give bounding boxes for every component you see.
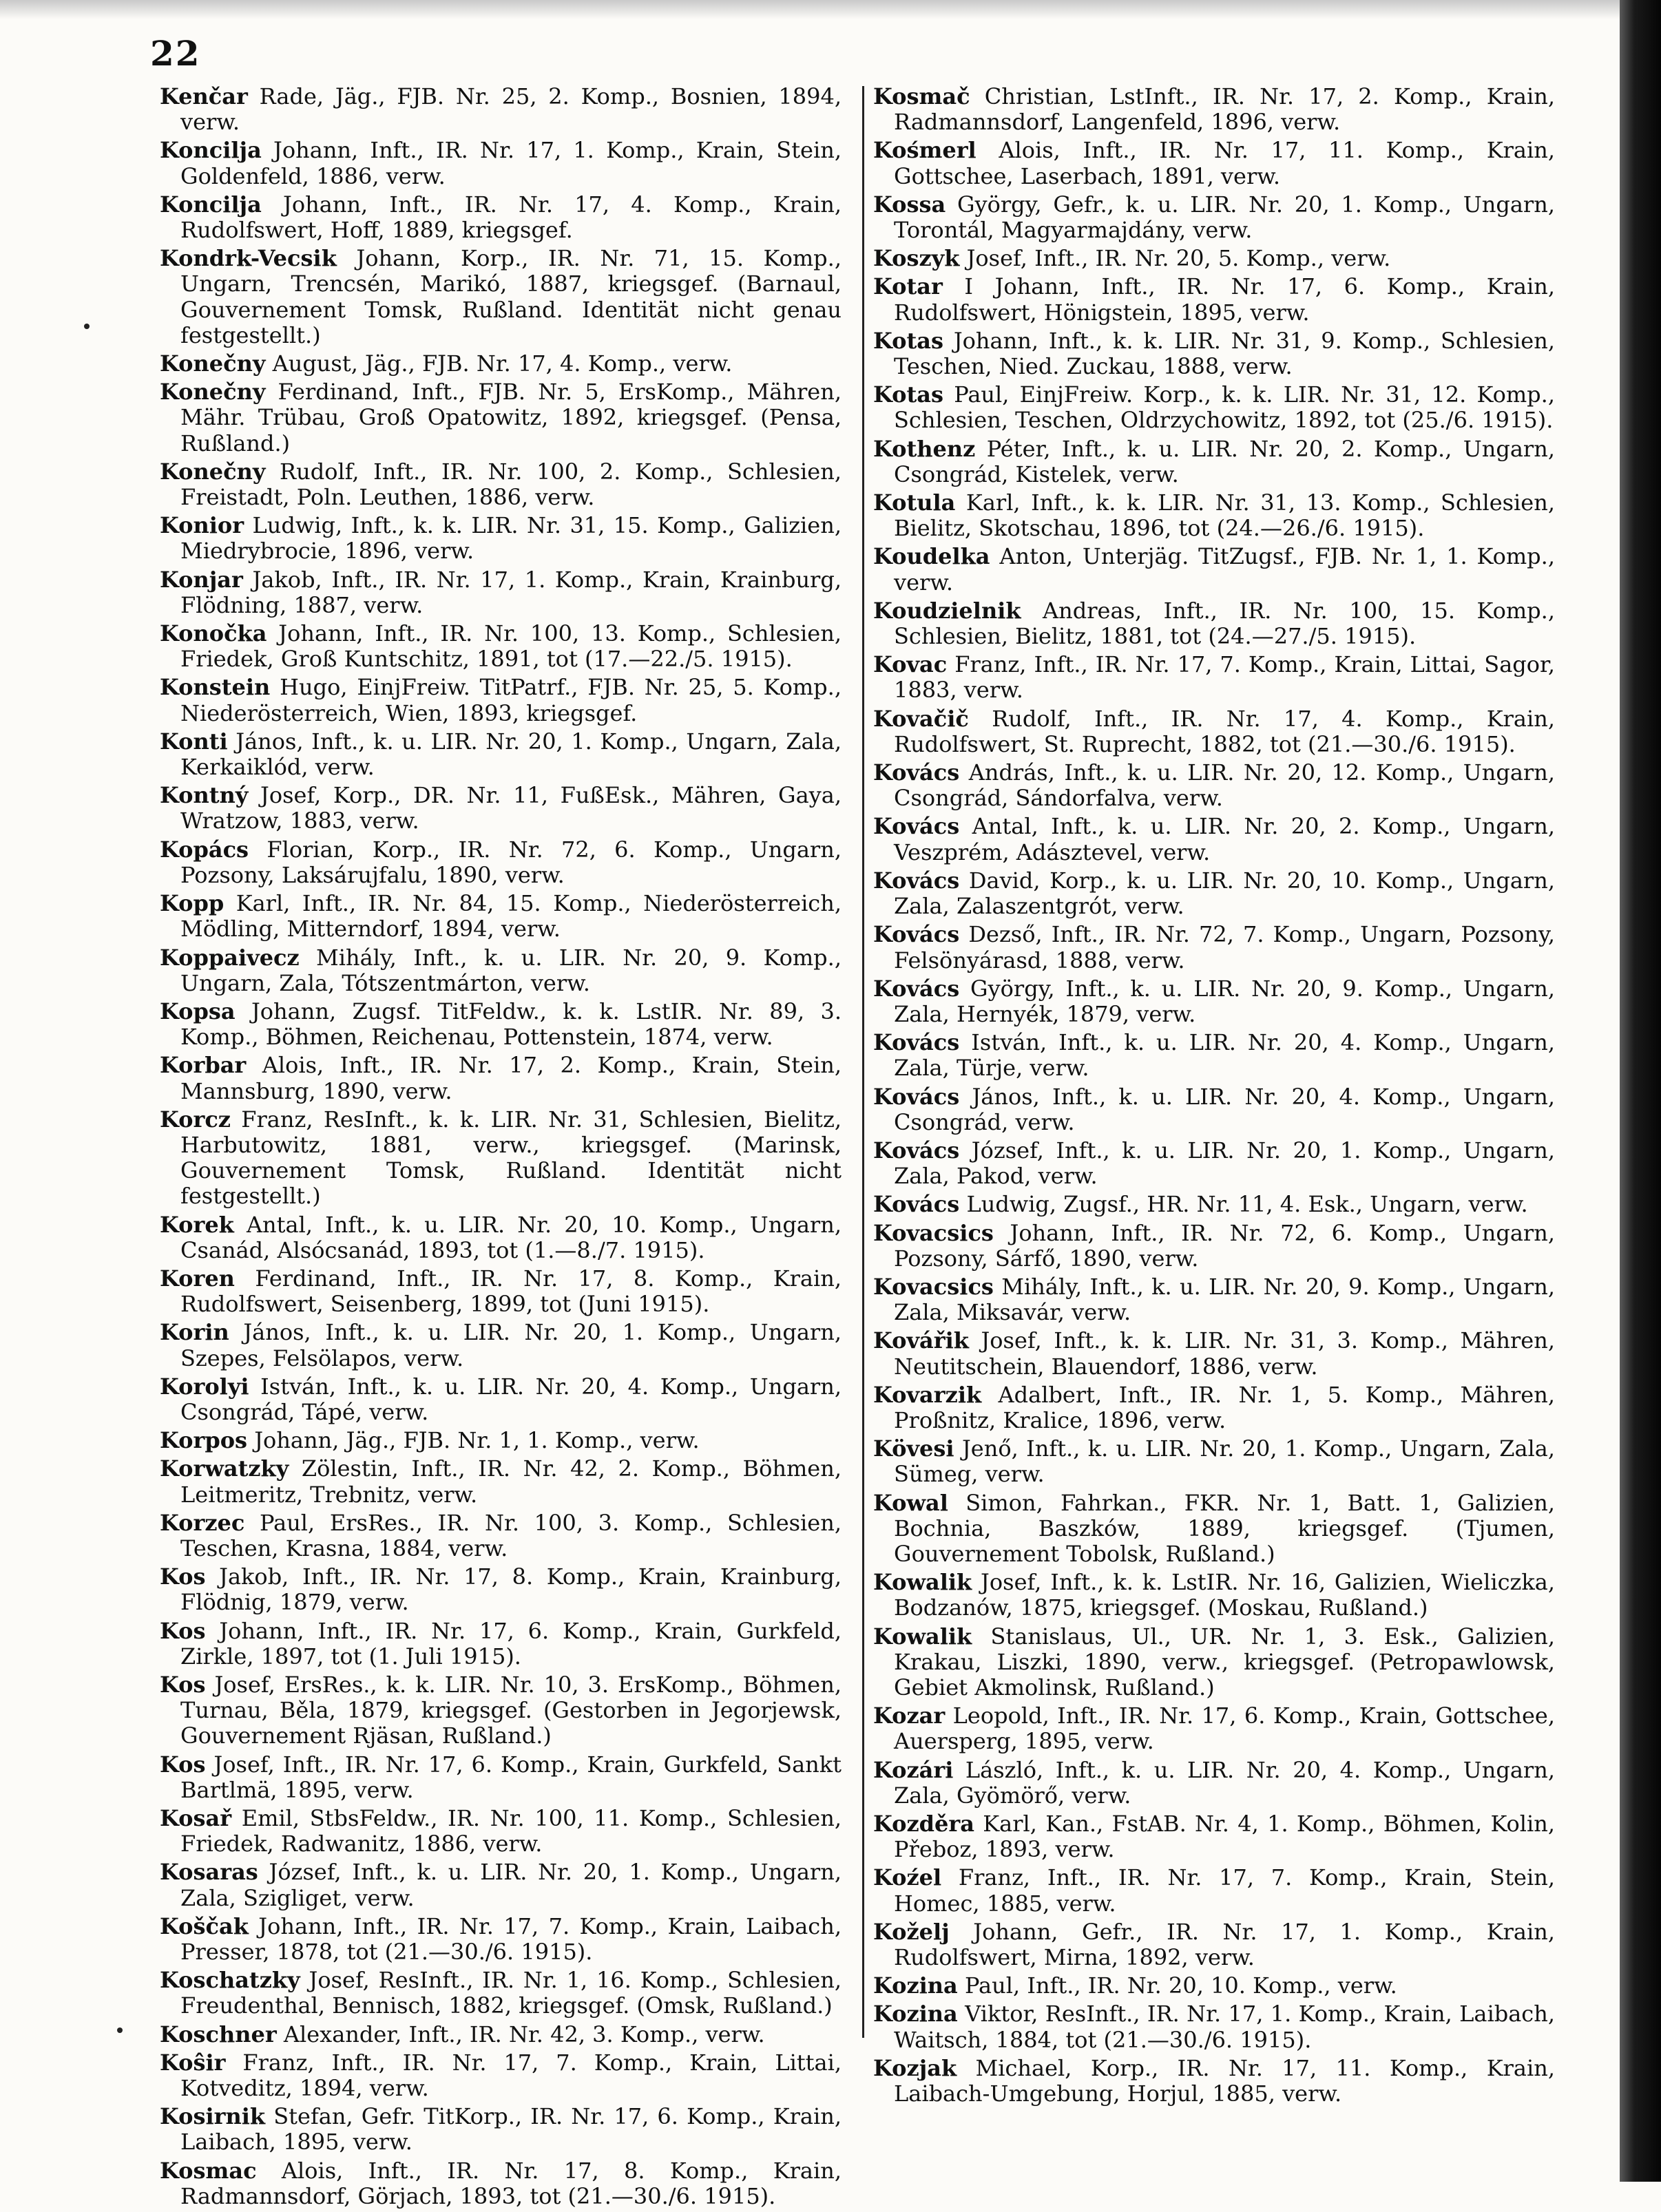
entry-details: György, Inft., k. u. LIR. Nr. 20, 9. Komp., Ungarn, Zala, Hernyék, 1879, verw. (894, 975, 1556, 1027)
entry-surname: Kosaras (160, 1859, 258, 1886)
register-entry (873, 814, 1555, 865)
entry-surname: Koschatzky (160, 1967, 300, 1994)
register-entry (873, 868, 1555, 919)
register-entry (873, 1274, 1555, 1325)
register-entry (160, 1212, 842, 1263)
entry-surname: Koncilja (160, 137, 262, 164)
register-entry (160, 729, 842, 780)
register-entry (160, 999, 842, 1050)
entry-details: Johann, Inft., k. k. LIR. Nr. 31, 9. Komp., Schlesien, Teschen, Nied. Zuckau, 1888, verw. (894, 327, 1556, 380)
scan-dark-edge (1620, 0, 1661, 2182)
register-entry (873, 598, 1555, 649)
entry-surname: Kovacsics (873, 1273, 994, 1300)
register-entry (873, 274, 1555, 325)
entry-surname: Kenčar (160, 83, 248, 109)
entry-surname: Kossa (873, 191, 946, 218)
entry-surname: Kövesi (873, 1435, 954, 1462)
entry-surname: Korolyi (160, 1373, 249, 1400)
register-entry (160, 192, 842, 243)
entry-surname: Koželj (873, 1918, 950, 1945)
entry-surname: Kozar (873, 1703, 946, 1729)
entry-details: Péter, Inft., k. u. LIR. Nr. 20, 2. Komp., Ungarn, Csongrád, Kistelek, verw. (894, 435, 1556, 487)
register-entry (160, 1968, 842, 2019)
entry-details: Jakob, Inft., IR. Nr. 17, 8. Komp., Krain, Krainburg, Flödnig, 1879, verw. (180, 1563, 842, 1616)
entry-details: András, Inft., k. u. LIR. Nr. 20, 12. Komp., Ungarn, Csongrád, Sándorfalva, verw. (894, 759, 1556, 812)
entry-surname: Konečny (160, 350, 266, 377)
entry-details: Johann, Inft., IR. Nr. 100, 13. Komp., Schlesien, Friedek, Groß Kuntschitz, 1891, tot (17.—22./5. 1915). (180, 620, 842, 673)
entry-details: Karl, Inft., k. k. LIR. Nr. 31, 13. Komp., Schlesien, Bielitz, Skotschau, 1896, tot (24.—26./6. 1915). (894, 489, 1556, 542)
entry-surname: Kovács (873, 975, 960, 1002)
entry-details: Ludwig, Zugsf., HR. Nr. 11, 4. Esk., Ungarn, verw. (966, 1191, 1528, 1218)
entry-details: Josef, ResInft., IR. Nr. 1, 16. Komp., Schlesien, Freudenthal, Bennisch, 1882, kriegsgef. (Omsk, Rußland.) (180, 1967, 842, 2019)
entry-surname: Kosmac (160, 2157, 257, 2184)
entry-surname: Koudelka (873, 543, 990, 570)
entry-surname: Korin (160, 1319, 229, 1346)
entry-details: Mihály, Inft., k. u. LIR. Nr. 20, 9. Komp., Ungarn, Zala, Miksavár, verw. (894, 1273, 1556, 1326)
register-entry (873, 328, 1555, 379)
scan-top-shading (0, 0, 1661, 19)
register-entry (160, 891, 842, 942)
register-entry (873, 1811, 1555, 1862)
page-number: 22 (150, 33, 201, 74)
entry-surname: Korcz (160, 1106, 231, 1133)
entry-details: Paul, EinjFreiw. Korp., k. k. LIR. Nr. 31, 12. Komp., Schlesien, Teschen, Oldrzychowitz, 1892, tot (25./6. 1915). (894, 381, 1556, 434)
register-entry (873, 922, 1555, 973)
register-entry (160, 1860, 842, 1910)
entry-surname: Kozina (873, 2001, 958, 2027)
entry-surname: Korwatzky (160, 1455, 289, 1482)
register-entry (873, 1919, 1555, 1970)
entry-surname: Kopács (160, 836, 249, 863)
entry-surname: Konior (160, 512, 244, 539)
entry-surname: Konti (160, 728, 228, 755)
entry-surname: Kothenz (873, 435, 976, 462)
register-entry (873, 1084, 1555, 1135)
scan-speck (84, 324, 90, 329)
entry-details: Michael, Korp., IR. Nr. 17, 11. Komp., Krain, Laibach-Umgebung, Horjul, 1885, verw. (894, 2054, 1556, 2107)
entry-surname: Koszyk (873, 245, 960, 272)
entry-surname: Kondrk-Vecsik (160, 245, 337, 272)
entry-details: Antal, Inft., k. u. LIR. Nr. 20, 10. Komp., Ungarn, Csanád, Alsócsanád, 1893, tot (1.—8./7. 1915). (180, 1211, 842, 1263)
entry-surname: Kowalik (873, 1569, 972, 1596)
entry-surname: Kotula (873, 489, 956, 516)
entry-details: Stefan, Gefr. TitKorp., IR. Nr. 17, 6. Komp., Krain, Laibach, 1895, verw. (180, 2103, 842, 2156)
column-divider (862, 86, 864, 2038)
entry-details: János, Inft., k. u. LIR. Nr. 20, 4. Komp., Ungarn, Csongrád, verw. (894, 1083, 1556, 1135)
entry-surname: Koschner (160, 2021, 277, 2047)
entry-surname: Kotar (873, 273, 943, 300)
entry-details: Alois, Inft., IR. Nr. 17, 11. Komp., Krain, Gottschee, Laserbach, 1891, verw. (894, 137, 1556, 189)
entry-details: Alois, Inft., IR. Nr. 17, 8. Komp., Krain, Radmannsdorf, Görjach, 1893, tot (21.—30./6. 1915). (180, 2157, 842, 2209)
entry-details: Jenő, Inft., k. u. LIR. Nr. 20, 1. Komp., Ungarn, Zala, Sümeg, verw. (894, 1435, 1556, 1488)
entry-details: Josef, Korp., DR. Nr. 11, FußEsk., Mähren, Gaya, Wratzow, 1883, verw. (180, 782, 842, 834)
entry-surname: Koźel (873, 1864, 942, 1891)
entry-surname: Konočka (160, 620, 267, 647)
register-entry (160, 1914, 842, 1965)
entry-surname: Koŝir (160, 2049, 226, 2076)
entry-details: Paul, ErsRes., IR. Nr. 100, 3. Komp., Schlesien, Teschen, Krasna, 1884, verw. (180, 1509, 842, 1561)
entry-surname: Konečny (160, 458, 266, 485)
entry-surname: Kotas (873, 327, 943, 354)
entry-surname: Kos (160, 1617, 206, 1644)
entry-details: Karl, Inft., IR. Nr. 84, 15. Komp., Niederösterreich, Mödling, Mitterndorf, 1894, verw. (180, 890, 842, 942)
scan-speck (117, 2027, 123, 2033)
entry-surname: Kozděra (873, 1811, 974, 1837)
entry-surname: Kovács (873, 1191, 960, 1218)
entry-surname: Konjar (160, 566, 243, 593)
entry-details: Paul, Inft., IR. Nr. 20, 10. Komp., verw. (964, 1972, 1397, 1999)
register-entry (873, 1570, 1555, 1621)
register-entry (160, 1456, 842, 1507)
entry-details: Ferdinand, Inft., FJB. Nr. 5, ErsKomp., Mähren, Mähr. Trübau, Groß Opatowitz, 1892, kriegsgef. (Pensa, Rußland.) (180, 379, 842, 456)
entry-details: Rudolf, Inft., IR. Nr. 17, 4. Komp., Krain, Rudolfswert, St. Ruprecht, 1882, tot (21.—30./6. 1915). (894, 705, 1556, 757)
entry-surname: Kowalik (873, 1623, 972, 1650)
entry-details: Alois, Inft., IR. Nr. 17, 2. Komp., Krain, Stein, Mannsburg, 1890, verw. (180, 1052, 842, 1104)
entry-details: August, Jäg., FJB. Nr. 17, 4. Komp., verw. (272, 350, 733, 377)
entry-surname: Kovac (873, 651, 948, 678)
register-entry (873, 706, 1555, 757)
entry-details: Johann, Zugsf. TitFeldw., k. k. LstIR. Nr. 89, 3. Komp., Böhmen, Reichenau, Pottenstein, 1874, verw. (180, 998, 842, 1051)
register-entry (873, 2001, 1555, 2052)
entry-details: I Johann, Inft., IR. Nr. 17, 6. Komp., Krain, Rudolfswert, Hönigstein, 1895, verw. (894, 273, 1556, 326)
register-entry (873, 2056, 1555, 2107)
entry-details: Antal, Inft., k. u. LIR. Nr. 20, 2. Komp., Ungarn, Veszprém, Adásztevel, verw. (894, 813, 1556, 865)
entry-surname: Kopsa (160, 998, 236, 1024)
register-entry (160, 945, 842, 996)
entry-surname: Kośmerl (873, 137, 976, 164)
entry-details: István, Inft., k. u. LIR. Nr. 20, 4. Komp., Ungarn, Csongrád, Tápé, verw. (180, 1373, 842, 1425)
register-entry (160, 1752, 842, 1803)
register-entry (873, 1865, 1555, 1916)
register-entry (160, 2158, 842, 2209)
entry-details: Adalbert, Inft., IR. Nr. 1, 5. Komp., Mähren, Proßnitz, Kralice, 1896, verw. (894, 1381, 1556, 1433)
register-entry (160, 351, 842, 377)
entry-details: László, Inft., k. u. LIR. Nr. 20, 4. Komp., Ungarn, Zala, Gyömörő, verw. (894, 1756, 1555, 1809)
entry-surname: Koppaivecz (160, 944, 300, 971)
entry-surname: Koudzielnik (873, 597, 1021, 624)
register-entry (160, 138, 842, 189)
entry-surname: Kopp (160, 890, 224, 917)
register-entry (873, 382, 1555, 433)
entry-details: János, Inft., k. u. LIR. Nr. 20, 1. Komp., Ungarn, Zala, Kerkaiklód, verw. (180, 728, 842, 781)
entry-details: Mihály, Inft., k. u. LIR. Nr. 20, 9. Komp., Ungarn, Zala, Tótszentmárton, verw. (180, 944, 842, 996)
entry-surname: Korzec (160, 1509, 245, 1536)
entry-surname: Kovács (873, 1029, 960, 1056)
register-entry (873, 1030, 1555, 1081)
left-column (160, 84, 842, 2212)
entry-surname: Kovács (873, 867, 960, 894)
register-entry (160, 2022, 842, 2047)
entry-details: Johann, Korp., IR. Nr. 71, 15. Komp., Ungarn, Trencsén, Marikó, 1887, kriegsgef. (Barnaul, Gouvernement Tomsk, Rußland. Identität nicht genau festgestellt.) (180, 245, 842, 348)
register-entry (873, 1382, 1555, 1433)
register-entry (160, 1564, 842, 1615)
register-entry (160, 1428, 842, 1453)
entry-surname: Kovács (873, 813, 960, 840)
register-entry (873, 1703, 1555, 1754)
entry-details: Rade, Jäg., FJB. Nr. 25, 2. Komp., Bosnien, 1894, verw. (180, 83, 842, 136)
register-entry (873, 1328, 1555, 1379)
register-entry (160, 1266, 842, 1317)
entry-details: Ludwig, Inft., k. k. LIR. Nr. 31, 15. Komp., Galizien, Miedrybrocie, 1896, verw. (180, 512, 842, 565)
entry-details: Florian, Korp., IR. Nr. 72, 6. Komp., Ungarn, Pozsony, Laksárujfalu, 1890, verw. (180, 836, 842, 888)
register-entry (873, 138, 1555, 189)
entry-details: Ferdinand, Inft., IR. Nr. 17, 8. Komp., Krain, Rudolfswert, Seisenberg, 1899, tot (Juni 1915). (180, 1265, 842, 1318)
entry-surname: Kosmač (873, 83, 970, 109)
right-column (873, 84, 1555, 2109)
register-entry (160, 2104, 842, 2155)
entry-surname: Kovářik (873, 1327, 969, 1354)
register-entry (160, 1806, 842, 1857)
entry-details: Dezső, Inft., IR. Nr. 72, 7. Komp., Ungarn, Pozsony, Felsönyárasd, 1888, verw. (894, 921, 1556, 973)
entry-details: Josef, Inft., IR. Nr. 17, 6. Komp., Krain, Gurkfeld, Sankt Bartlmä, 1895, verw. (180, 1751, 842, 1803)
register-entry (873, 84, 1555, 135)
register-entry (160, 783, 842, 834)
register-entry (160, 1619, 842, 1669)
register-entry (873, 652, 1555, 703)
register-entry (160, 621, 842, 672)
register-entry (160, 1107, 842, 1210)
register-entry (873, 1624, 1555, 1701)
entry-details: Karl, Kan., FstAB. Nr. 4, 1. Komp., Böhmen, Kolin, Přeboz, 1893, verw. (894, 1811, 1556, 1863)
entry-details: György, Gefr., k. u. LIR. Nr. 20, 1. Komp., Ungarn, Torontál, Magyarmajdány, verw. (894, 191, 1556, 244)
register-entry (160, 1053, 842, 1104)
entry-details: Franz, Inft., IR. Nr. 17, 7. Komp., Krain, Stein, Homec, 1885, verw. (894, 1864, 1556, 1917)
entry-surname: Kotas (873, 381, 943, 408)
register-entry (160, 513, 842, 564)
entry-surname: Koren (160, 1265, 235, 1292)
entry-details: Johann, Jäg., FJB. Nr. 1, 1. Komp., verw. (254, 1427, 700, 1454)
entry-details: Hugo, EinjFreiw. TitPatrf., FJB. Nr. 25, 5. Komp., Niederösterreich, Wien, 1893, kriegsgef. (180, 674, 842, 726)
entry-surname: Korek (160, 1211, 234, 1238)
entry-surname: Kozina (873, 1972, 958, 1999)
entry-surname: Kovačič (873, 705, 969, 732)
entry-surname: Kozári (873, 1756, 954, 1783)
entry-surname: Kovács (873, 759, 960, 786)
entry-details: Johann, Inft., IR. Nr. 17, 1. Komp., Krain, Stein, Goldenfeld, 1886, verw. (180, 137, 842, 189)
register-entry (873, 1138, 1555, 1189)
register-entry (160, 567, 842, 618)
entry-details: Jakob, Inft., IR. Nr. 17, 1. Komp., Krain, Krainburg, Flödning, 1887, verw. (180, 566, 842, 618)
entry-details: Johann, Inft., IR. Nr. 72, 6. Komp., Ungarn, Pozsony, Sárfő, 1890, verw. (894, 1219, 1556, 1272)
entry-details: Rudolf, Inft., IR. Nr. 100, 2. Komp., Schlesien, Freistadt, Poln. Leuthen, 1886, verw. (180, 458, 842, 511)
entry-surname: Korbar (160, 1052, 247, 1079)
entry-surname: Kos (160, 1751, 206, 1778)
entry-details: Josef, Inft., k. k. LstIR. Nr. 16, Galizien, Wieliczka, Bodzanów, 1875, kriegsgef. (Moskau, Rußland.) (894, 1569, 1556, 1621)
register-entry (873, 490, 1555, 541)
register-entry (873, 246, 1555, 271)
entry-surname: Koncilja (160, 191, 262, 218)
entry-surname: Kontný (160, 782, 249, 809)
entry-details: Andreas, Inft., IR. Nr. 100, 15. Komp., Schlesien, Bielitz, 1881, tot (24.—27./5. 1915). (894, 597, 1556, 650)
entry-details: Josef, Inft., IR. Nr. 20, 5. Komp., verw. (966, 245, 1391, 272)
entry-details: István, Inft., k. u. LIR. Nr. 20, 4. Komp., Ungarn, Zala, Türje, verw. (894, 1029, 1556, 1082)
entry-details: Alexander, Inft., IR. Nr. 42, 3. Komp., verw. (283, 2021, 765, 2047)
entry-details: Anton, Unterjäg. TitZugsf., FJB. Nr. 1, 1. Komp., verw. (894, 543, 1556, 596)
entry-details: Franz, ResInft., k. k. LIR. Nr. 31, Schlesien, Bielitz, Harbutowitz, 1881, verw., kriegsgef. (Marinsk, Gouvernement Tomsk, Rußland. Identität nicht festgestellt.) (180, 1106, 842, 1210)
register-entry (160, 84, 842, 135)
entry-surname: Kovarzik (873, 1381, 982, 1408)
entry-surname: Kovacsics (873, 1219, 994, 1246)
entry-details: Emil, StbsFeldw., IR. Nr. 100, 11. Komp., Schlesien, Friedek, Radwanitz, 1886, verw. (180, 1805, 842, 1857)
entry-details: Johann, Inft., IR. Nr. 17, 4. Komp., Krain, Rudolfswert, Hoff, 1889, kriegsgef. (180, 191, 842, 244)
register-entry (160, 1374, 842, 1425)
entry-details: Viktor, ResInft., IR. Nr. 17, 1. Komp., Krain, Laibach, Waitsch, 1884, tot (21.—30./6. 1915). (894, 2001, 1556, 2053)
entry-details: Simon, Fahrkan., FKR. Nr. 1, Batt. 1, Galizien, Bochnia, Baszków, 1889, kriegsgef. (Tjumen, Gouvernement Tobolsk, Rußland.) (894, 1489, 1556, 1567)
entry-details: David, Korp., k. u. LIR. Nr. 20, 10. Komp., Ungarn, Zala, Zalaszentgrót, verw. (894, 867, 1556, 920)
entry-surname: Kovács (873, 1083, 960, 1110)
register-entry (873, 1758, 1555, 1809)
entry-details: Franz, Inft., IR. Nr. 17, 7. Komp., Krain, Littai, Sagor, 1883, verw. (894, 651, 1556, 704)
entry-details: Johann, Gefr., IR. Nr. 17, 1. Komp., Krain, Rudolfswert, Mirna, 1892, verw. (894, 1918, 1556, 1971)
register-entry (160, 837, 842, 888)
entry-details: Christian, LstInft., IR. Nr. 17, 2. Komp., Krain, Radmannsdorf, Langenfeld, 1896, verw. (894, 83, 1556, 136)
register-entry (160, 1510, 842, 1561)
register-entry (873, 1973, 1555, 1999)
register-entry (873, 192, 1555, 243)
entry-details: Josef, ErsRes., k. k. LIR. Nr. 10, 3. ErsKomp., Böhmen, Turnau, Běla, 1879, kriegsgef. (Gestorben in Jegorjewsk, Gouvernement Rjäsan, Rußland.) (180, 1671, 842, 1749)
entry-surname: Kozjak (873, 2054, 957, 2081)
register-entry (160, 1320, 842, 1371)
register-entry (873, 436, 1555, 487)
entry-surname: Kosař (160, 1805, 232, 1831)
entry-surname: Korpos (160, 1427, 248, 1454)
entry-details: Leopold, Inft., IR. Nr. 17, 6. Komp., Krain, Gottschee, Auersperg, 1895, verw. (894, 1703, 1556, 1755)
entry-surname: Kovács (873, 1137, 960, 1163)
entry-surname: Kovács (873, 921, 960, 948)
entry-surname: Kos (160, 1563, 206, 1590)
register-entry (160, 2050, 842, 2101)
entry-surname: Konstein (160, 674, 271, 701)
register-entry (873, 760, 1555, 811)
entry-details: József, Inft., k. u. LIR. Nr. 20, 1. Komp., Ungarn, Zala, Pakod, verw. (894, 1137, 1556, 1190)
entry-surname: Kosirnik (160, 2103, 266, 2130)
register-entry (873, 1221, 1555, 1272)
entry-details: Josef, Inft., k. k. LIR. Nr. 31, 3. Komp., Mähren, Neutitschein, Blauendorf, 1886, verw. (894, 1327, 1556, 1380)
entry-surname: Koščak (160, 1913, 249, 1939)
register-entry (160, 379, 842, 456)
entry-details: Franz, Inft., IR. Nr. 17, 7. Komp., Krain, Littai, Kotveditz, 1894, verw. (180, 2049, 842, 2102)
entry-details: Johann, Inft., IR. Nr. 17, 7. Komp., Krain, Laibach, Presser, 1878, tot (21.—30./6. 1915). (180, 1913, 842, 1966)
entry-details: Stanislaus, Ul., UR. Nr. 1, 3. Esk., Galizien, Krakau, Liszki, 1890, verw., kriegsgef. (Petropawlowsk, Gebiet Akmolinsk, Rußland.) (894, 1623, 1556, 1700)
register-entry (873, 976, 1555, 1027)
entry-surname: Konečny (160, 379, 266, 405)
register-entry (160, 246, 842, 348)
register-entry (873, 544, 1555, 595)
register-entry (160, 459, 842, 510)
register-entry (873, 1192, 1555, 1217)
entry-details: József, Inft., k. u. LIR. Nr. 20, 1. Komp., Ungarn, Zala, Szigliget, verw. (180, 1859, 842, 1911)
entry-details: Johann, Inft., IR. Nr. 17, 6. Komp., Krain, Gurkfeld, Zirkle, 1897, tot (1. Juli 1915). (180, 1617, 842, 1669)
entry-details: Zölestin, Inft., IR. Nr. 42, 2. Komp., Böhmen, Leitmeritz, Trebnitz, verw. (180, 1455, 842, 1508)
register-entry (873, 1491, 1555, 1568)
entry-surname: Kos (160, 1671, 206, 1698)
entry-surname: Kowal (873, 1489, 948, 1516)
register-entry (160, 675, 842, 726)
register-entry (873, 1436, 1555, 1487)
entry-details: János, Inft., k. u. LIR. Nr. 20, 1. Komp., Ungarn, Szepes, Felsölapos, verw. (180, 1319, 842, 1371)
register-entry (160, 1672, 842, 1749)
